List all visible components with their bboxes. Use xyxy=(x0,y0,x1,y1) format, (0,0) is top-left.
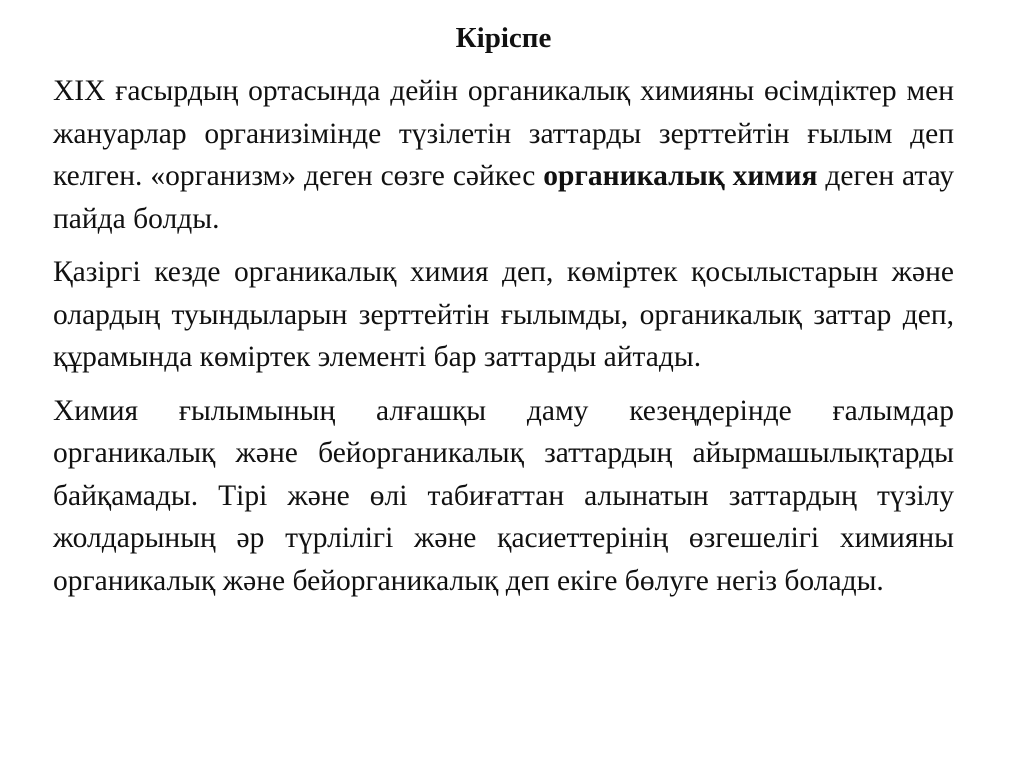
paragraph-intro-bold-term: органикалық химия xyxy=(543,160,818,192)
paragraph-definition: Қазіргі кезде органикалық химия деп, көміртек қосылыстарын және олардың туындыларын зерттейтін ғылымды, органикалық заттар деп, құрамында көміртек элементі бар заттарды айтады. xyxy=(53,256,954,373)
paragraph-history: Химия ғылымының алғашқы даму кезеңдерінде ғалымдар органикалық және бейорганикалық заттардың айырмашылықтарды байқамады. Тірі және өлі табиғаттан алынатын заттардың түзілу жолдарының әр түрлілігі және қасиеттерінің өзгешелігі химияны органикалық және бейорганикалық деп екіге бөлуге негіз болады. xyxy=(53,394,954,597)
paragraph-intro xyxy=(53,70,954,240)
paragraph-intro-text-after: деген атау пайда болды. xyxy=(53,160,954,235)
paragraph-intro-text-before: XIX ғасырдың ортасында дейін органикалық химияны өсімдіктер мен жануарлар организімінде түзілетін заттарды зерттейтін ғылым деп келген. «организм» деген сөзге сәйкес xyxy=(53,75,954,192)
page-title: Кіріспе xyxy=(455,22,552,54)
